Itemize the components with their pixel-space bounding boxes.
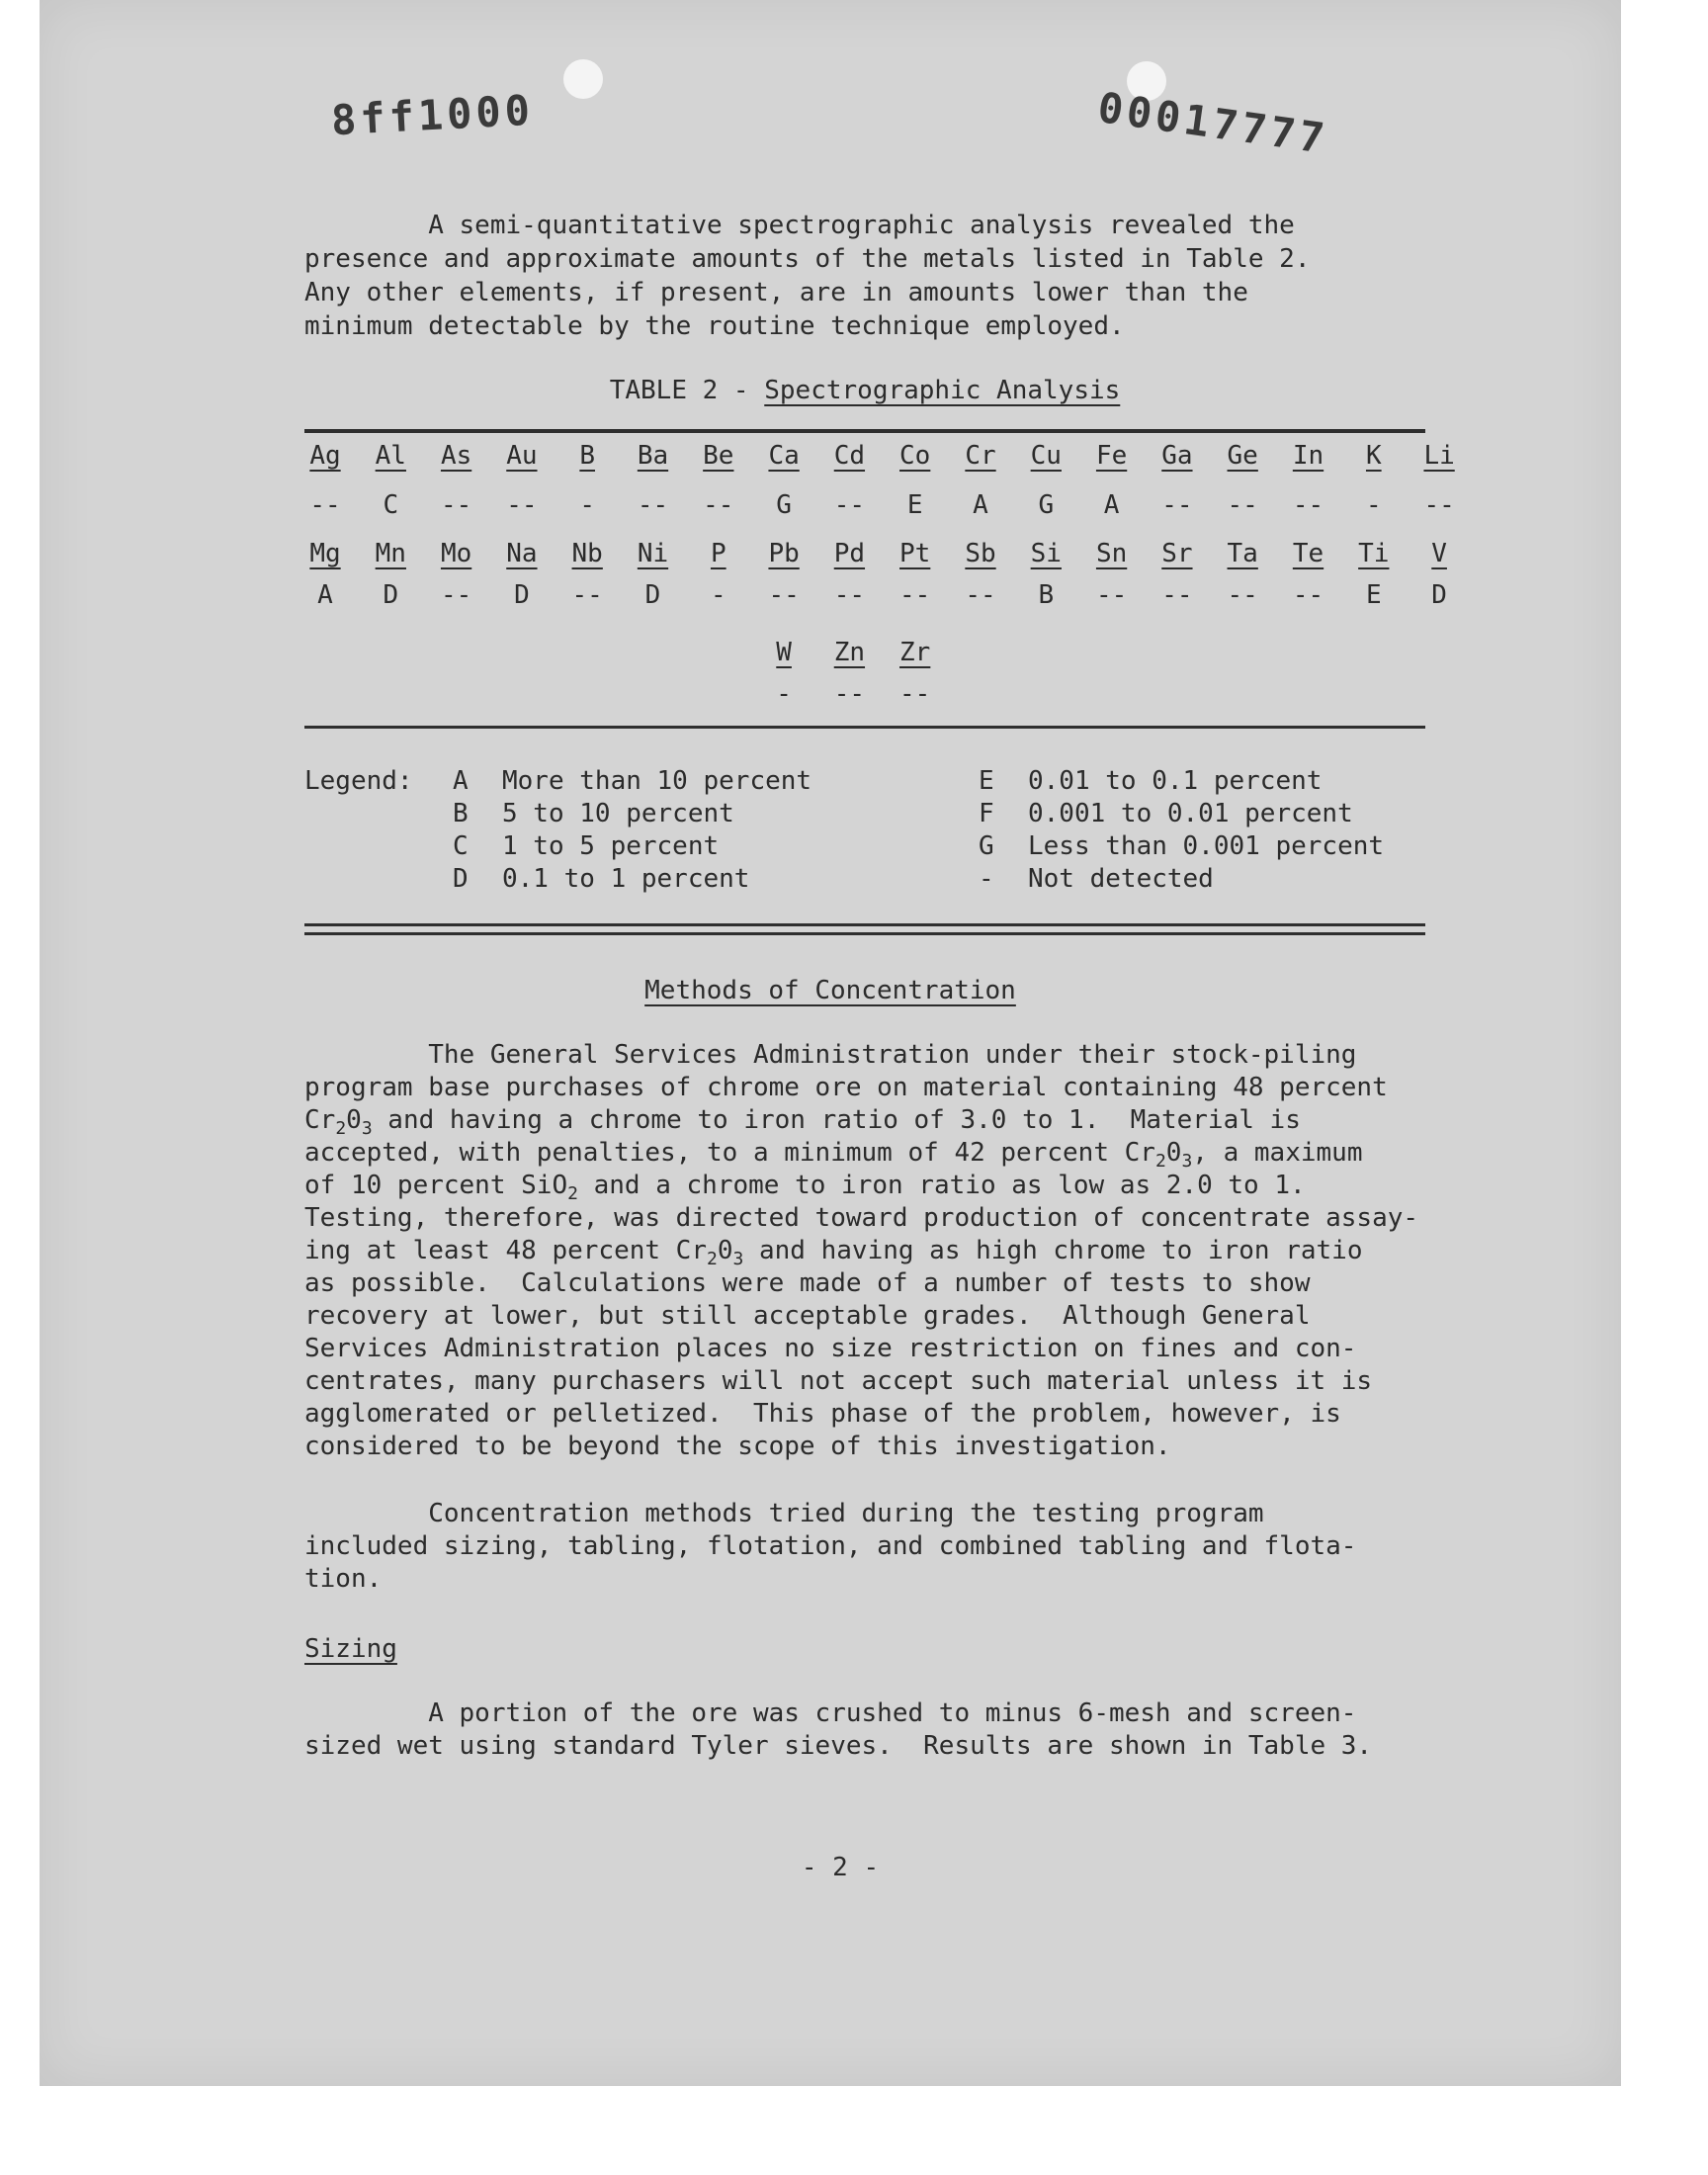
element-symbol-cell: V [1431,539,1447,568]
element-symbol-cell: Si [1030,539,1062,568]
element-grade-cell: G [1038,490,1055,520]
element-symbol-cell: Na [506,539,538,568]
legend-code: F [979,799,994,828]
legend-description: 5 to 10 percent [502,799,734,828]
text-run: of 10 percent SiO [304,1171,568,1200]
legend-code: B [453,799,469,828]
element-symbol-cell: Co [899,441,931,471]
concentration-line: Concentration methods tried during the testing program [304,1499,1264,1528]
subscript: 2 [335,1118,347,1139]
element-grade-cell: -- [899,580,931,610]
intro-line: Any other elements, if present, are in amounts lower than the [304,278,1248,307]
legend-double-rule-top [304,923,1425,926]
element-symbol-cell: Nb [571,539,603,568]
element-symbol-cell: Cd [833,441,866,471]
intro-line: A semi-quantitative spectrographic analysis revealed the [304,211,1295,240]
element-grade-cell: -- [1423,490,1455,520]
element-grade-cell: - [776,679,792,709]
element-grade-cell: -- [1095,580,1128,610]
legend-code: A [453,766,469,796]
element-grade-cell: -- [309,490,341,520]
element-grade-cell: -- [833,580,866,610]
element-symbol-cell: As [440,441,472,471]
legend-description: Not detected [1028,864,1214,894]
legend-description: 1 to 5 percent [502,831,720,861]
methods-heading: Methods of Concentration [644,976,1016,1005]
text-run: and a chrome to iron ratio as low as 2.0 to 1. [577,1171,1306,1200]
text-run: and having as high chrome to iron ratio [743,1236,1363,1265]
element-grade-cell: -- [703,490,734,520]
text-run: 0 [1165,1138,1182,1168]
methods-line: as possible. Calculations were made of a number of tests to show [304,1268,1311,1298]
punch-hole-left [563,59,603,99]
text-run: ing at least 48 percent Cr [304,1236,707,1265]
element-grade-cell: -- [1292,490,1324,520]
text-run: accepted, with penalties, to a minimum of 42 percent Cr [304,1138,1155,1168]
element-grade-cell: -- [899,679,931,709]
subscript: 2 [1154,1151,1166,1172]
element-symbol-cell: Ge [1227,441,1258,471]
legend-description: 0.01 to 0.1 percent [1028,766,1323,796]
legend-code: E [979,766,994,796]
element-grade-cell: -- [833,679,866,709]
element-grade-cell: E [1365,580,1382,610]
element-symbol-cell: Zr [899,638,931,667]
element-symbol-cell: Ti [1358,539,1390,568]
sizing-heading: Sizing [304,1634,397,1664]
element-grade-cell: -- [1227,580,1258,610]
element-symbol-cell: Cu [1030,441,1062,471]
legend-code: - [979,864,994,894]
element-grade-cell: G [776,490,792,520]
methods-line: considered to be beyond the scope of this investigation. [304,1432,1171,1461]
sizing-line: sized wet using standard Tyler sieves. Results are shown in Table 3. [304,1731,1373,1761]
element-symbol-cell: Be [703,441,734,471]
legend-description: More than 10 percent [502,766,812,796]
element-grade-cell: - [710,580,726,610]
methods-line [304,1169,1491,1202]
methods-line: The General Services Administration under their stock-piling [304,1040,1357,1070]
legend-code: G [979,831,994,861]
element-grade-cell: -- [965,580,996,610]
element-grade-cell: A [317,580,333,610]
table-row-elements-1 [304,439,1455,473]
element-symbol-cell: B [579,441,596,471]
element-symbol-cell: Pb [768,539,800,568]
methods-line: Testing, therefore, was directed toward production of concentrate assay- [304,1203,1419,1233]
page-number: - 2 - [801,1853,880,1882]
element-symbol-cell: W [776,638,792,667]
element-grade-cell: -- [440,490,472,520]
table-top-rule [304,429,1425,433]
methods-line: Services Administration places no size restriction on fines and con- [304,1334,1357,1363]
table-row-elements-3 [304,636,1425,669]
legend-description: 0.1 to 1 percent [502,864,750,894]
stamp-number-right: 00017777 [1094,82,1331,164]
element-symbol-cell: Zn [833,638,866,667]
element-symbol-cell: Sn [1095,539,1128,568]
table-title-name: Spectrographic Analysis [764,376,1121,405]
intro-line: presence and approximate amounts of the metals listed in Table 2. [304,244,1311,274]
element-grade-cell: D [514,580,530,610]
concentration-line: included sizing, tabling, flotation, and combined tabling and flota- [304,1531,1357,1561]
sizing-line: A portion of the ore was crushed to minus 6-mesh and screen- [304,1698,1357,1728]
element-grade-cell: - [579,490,596,520]
legend-label: Legend: [304,766,413,796]
element-symbol-cell: In [1292,441,1324,471]
methods-line [304,1136,1491,1170]
table-title [304,374,1425,407]
element-symbol-cell: Sb [965,539,996,568]
subscript: 2 [567,1183,578,1204]
element-grade-cell: -- [571,580,603,610]
element-grade-cell: -- [440,580,472,610]
element-symbol-cell: Ni [637,539,669,568]
legend-code: C [453,831,469,861]
methods-line: recovery at lower, but still acceptable grades. Although General [304,1301,1311,1331]
concentration-line: tion. [304,1564,383,1594]
table-title-prefix: TABLE 2 - [609,376,765,405]
element-grade-cell: A [973,490,988,520]
element-symbol-cell: Ca [768,441,800,471]
element-grade-cell: E [906,490,923,520]
table-row-values-1 [304,488,1455,522]
element-grade-cell: -- [506,490,538,520]
subscript: 3 [732,1249,744,1269]
subscript: 2 [707,1249,718,1269]
element-symbol-cell: Mg [309,539,341,568]
table-row-values-2 [304,578,1447,612]
element-symbol-cell: Ag [309,441,341,471]
methods-line [304,1103,1491,1137]
element-symbol-cell: Cr [965,441,996,471]
subscript: 3 [361,1118,373,1139]
element-symbol-cell: Al [375,441,406,471]
element-symbol-cell: Mn [375,539,406,568]
legend-code: D [453,864,469,894]
table-row-values-3 [304,677,1425,711]
subscript: 3 [1181,1151,1193,1172]
element-symbol-cell: Fe [1095,441,1128,471]
intro-line: minimum detectable by the routine technique employed. [304,311,1125,341]
element-symbol-cell: Pd [833,539,866,568]
text-run: Cr [304,1105,336,1135]
text-run: 0 [346,1105,362,1135]
element-grade-cell: -- [768,580,800,610]
element-grade-cell: -- [1161,580,1193,610]
element-grade-cell: B [1038,580,1055,610]
stamp-number-left: 8ff1000 [329,85,536,145]
text-run: , a maximum [1192,1138,1363,1168]
element-symbol-cell: Ba [637,441,669,471]
element-symbol-cell: Pt [899,539,931,568]
element-symbol-cell: Te [1292,539,1324,568]
element-grade-cell: -- [637,490,669,520]
element-grade-cell: -- [1227,490,1258,520]
element-symbol-cell: Sr [1161,539,1193,568]
text-run: 0 [717,1236,733,1265]
element-grade-cell: D [644,580,661,610]
methods-line [304,1234,1491,1267]
legend-description: 0.001 to 0.01 percent [1028,799,1353,828]
methods-line: agglomerated or pelletized. This phase of the problem, however, is [304,1399,1341,1429]
element-grade-cell: -- [1161,490,1193,520]
element-grade-cell: C [383,490,399,520]
legend-double-rule-bottom [304,932,1425,935]
element-grade-cell: -- [1292,580,1324,610]
table-row-elements-2 [304,537,1447,570]
element-symbol-cell: Ta [1227,539,1258,568]
text-run: and having a chrome to iron ratio of 3.0 to 1. Material is [372,1105,1301,1135]
element-symbol-cell: Au [506,441,538,471]
element-symbol-cell: P [710,539,726,568]
table-bottom-rule [304,726,1425,729]
element-grade-cell: D [1431,580,1447,610]
element-grade-cell: -- [833,490,866,520]
element-symbol-cell: Mo [440,539,472,568]
element-symbol-cell: Ga [1161,441,1193,471]
methods-line: centrates, many purchasers will not accept such material unless it is [304,1366,1373,1396]
element-symbol-cell: Li [1423,441,1455,471]
element-symbol-cell: K [1365,441,1382,471]
element-grade-cell: D [383,580,399,610]
legend-description: Less than 0.001 percent [1028,831,1385,861]
element-grade-cell: A [1103,490,1120,520]
methods-line: program base purchases of chrome ore on material containing 48 percent [304,1073,1388,1102]
element-grade-cell: - [1365,490,1382,520]
